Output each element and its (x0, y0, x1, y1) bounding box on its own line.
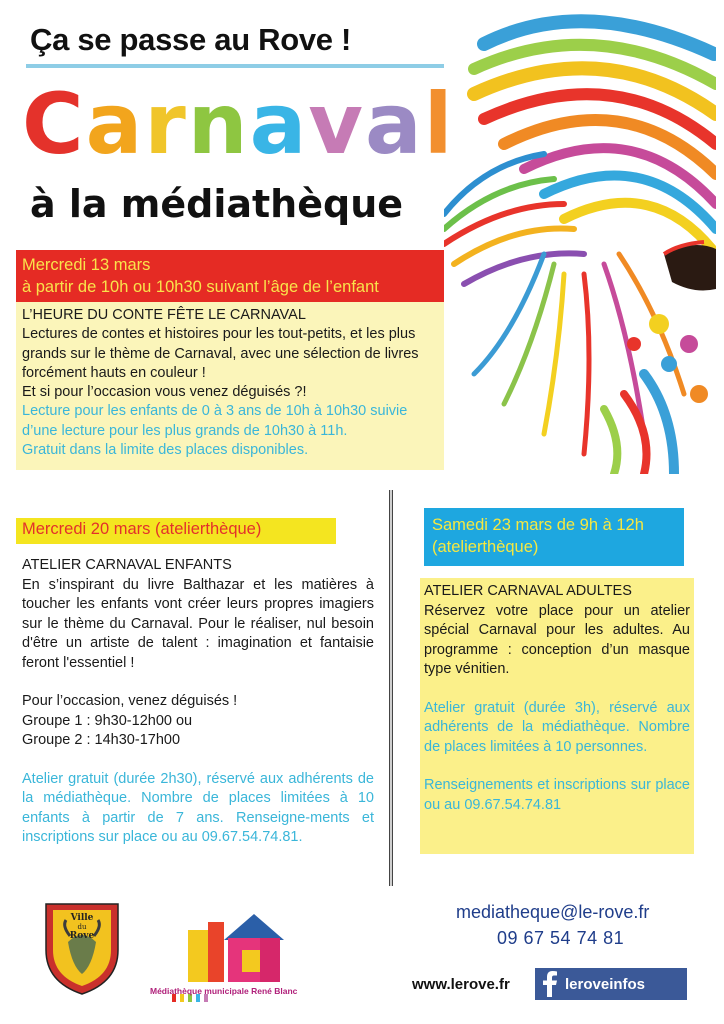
event3-info: Atelier gratuit (durée 3h), réservé aux adhérents de la médiathèque. Nombre de places limitées à 10 personnes. (424, 699, 690, 755)
event3-description-block (420, 578, 694, 854)
header-title: Ça se passe au Rove ! (30, 22, 352, 57)
contact-email-link[interactable]: mediatheque@le-rove.fr (456, 902, 650, 922)
header-underline (26, 64, 444, 68)
ville-du-rove-crest-icon (42, 900, 122, 996)
event2-costume-note: Pour l’occasion, venez déguisés ! (22, 693, 238, 709)
event1-desc-line: Et si pour l’occasion vous venez déguisés ?! (22, 384, 307, 401)
headline-letter: a (365, 75, 424, 173)
event1-time: à partir de 10h ou 10h30 suivant l’âge de l’enfant (22, 278, 379, 296)
event2-title: ATELIER CARNAVAL ENFANTS (22, 557, 232, 573)
event2-desc: En s’inspirant du livre Balthazar et les matières à toucher les enfants vont créer leurs propres imagiers sur le thème du Carnaval. Pour le réaliser, nul besoin d'être un artiste de talent : imagination et fantaisie feront l'essentiel ! (22, 576, 374, 671)
event3-date-note: (atelierthèque) (432, 538, 539, 556)
event1-desc-line: Lectures de contes et histoires pour les tout-petits, et les plus (22, 326, 416, 343)
headline-letter: l (423, 75, 455, 173)
event3-desc: Réservez votre place pour un atelier spécial Carnaval pour les adultes. Au programme : conception d’un masque type vénitien. (424, 602, 690, 677)
event1-info-line: d’une lecture pour les plus grands de 10h30 à 11h. (22, 422, 348, 439)
event1-description-block (16, 302, 444, 470)
crest-text: Ville (70, 913, 94, 923)
facebook-link[interactable] (535, 968, 687, 1000)
event2-info: Atelier gratuit (durée 2h30), réservé aux adhérents de la médiathèque. Nombre de places limitées à 10 enfants à partir de 7 ans. Renseigne-ments et inscriptions sur place ou au 09.67.54.74.81. (22, 770, 374, 845)
crest-text: Rove (69, 931, 95, 941)
event1-info-line: Lecture pour les enfants de 0 à 3 ans de 10h à 10h30 suivie (22, 403, 408, 420)
event2-group2: Groupe 2 : 14h30-17h00 (22, 732, 181, 748)
event1-desc-line: grands sur le thème de Carnaval, avec une sélection de livres (22, 345, 419, 362)
headline-letter: a (249, 75, 309, 173)
event3-date: Samedi 23 mars de 9h à 12h (432, 516, 644, 534)
event2-group1: Groupe 1 : 9h30-12h00 ou (22, 712, 193, 729)
website-link[interactable]: www.lerove.fr (412, 976, 510, 993)
headline-letter: v (308, 75, 366, 173)
headline-letter: a (85, 75, 145, 173)
event1-desc-line: forcément hauts en couleur ! (22, 364, 206, 381)
event3-date-banner (424, 508, 684, 566)
column-divider (389, 490, 393, 886)
event3-contact: Renseignements et inscriptions sur place ou au 09.67.54.74.81 (424, 777, 690, 813)
headline-letter: C (22, 75, 86, 173)
event1-title: L’HEURE DU CONTE FÊTE LE CARNAVAL (22, 307, 306, 323)
facebook-icon (539, 968, 561, 1000)
event3-title: ATELIER CARNAVAL ADULTES (424, 583, 632, 599)
carnival-mask-illustration (444, 14, 716, 474)
event2-date-banner: Mercredi 20 mars (atelierthèque) (16, 518, 336, 544)
event2-description (22, 556, 374, 848)
event1-info-line: Gratuit dans la limite des places disponibles. (22, 442, 309, 459)
crest-text: du (77, 923, 87, 931)
headline-subtitle: à la médiathèque (30, 182, 404, 226)
headline-letter: n (187, 75, 250, 173)
logo-caption: Médiathèque municipale René Blanc (150, 986, 298, 996)
carnaval-headline (22, 75, 455, 173)
event1-date-banner (16, 250, 444, 302)
event1-date: Mercredi 13 mars (22, 256, 151, 274)
facebook-label: leroveinfos (565, 975, 646, 993)
headline-letter: r (144, 75, 188, 173)
contact-phone: 09 67 54 74 81 (497, 928, 625, 948)
